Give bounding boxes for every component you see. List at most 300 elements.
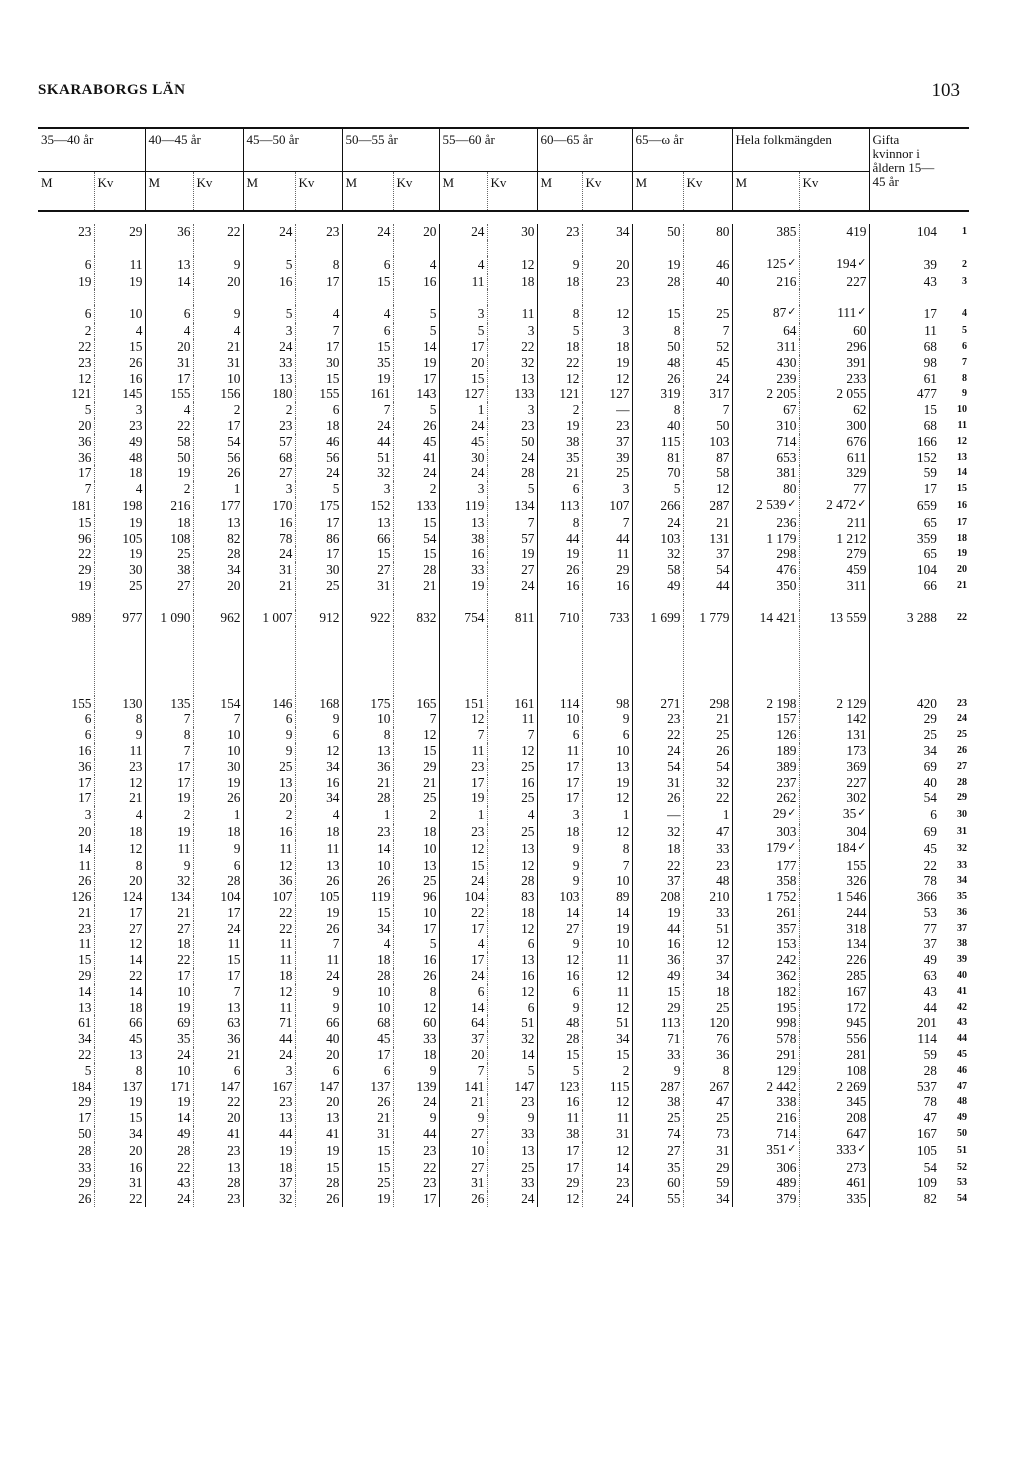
table-cell: 2 129 <box>799 696 869 712</box>
table-cell: 17 <box>537 775 582 791</box>
table-cell: 73 <box>683 1126 732 1142</box>
column-group-4: 50—55 år <box>342 128 439 172</box>
table-cell: 15 <box>393 546 439 562</box>
table-cell: 16 <box>393 952 439 968</box>
table-cell: 23 <box>94 759 145 775</box>
table-cell: 18 <box>393 1047 439 1063</box>
female-header-7: Kv <box>683 172 732 212</box>
table-cell: 47 <box>923 1110 937 1126</box>
table-cell: 6 <box>342 256 393 274</box>
table-cell: 15 <box>582 1047 632 1063</box>
table-cell: 32 <box>145 873 193 889</box>
table-cell: 15 <box>38 952 94 968</box>
table-cell: 6 <box>38 305 94 323</box>
table-cell: 58 <box>632 562 683 578</box>
row-number: 27 <box>957 760 967 772</box>
table-cell: 461 <box>799 1175 869 1191</box>
table-cell: 71 <box>632 1031 683 1047</box>
table-row <box>38 1094 969 1110</box>
table-cell: 25 <box>487 759 537 775</box>
table-cell: 96 <box>38 531 94 547</box>
table-cell: 20 <box>439 1047 487 1063</box>
table-cell: 302 <box>799 790 869 806</box>
table-row <box>38 968 969 984</box>
table-cell: 998 <box>732 1015 799 1031</box>
table-cell: 18 <box>193 824 243 840</box>
table-cell: 273 <box>799 1160 869 1176</box>
row-number: 41 <box>957 985 967 997</box>
table-cell: 51 <box>487 1015 537 1031</box>
table-cell: 23 <box>94 418 145 434</box>
table-cell: 63 <box>923 968 937 984</box>
table-cell: 26 <box>295 873 342 889</box>
table-cell: 22 <box>243 905 295 921</box>
table-cell: 40 <box>683 274 732 290</box>
row-number: 22 <box>957 611 967 623</box>
table-cell: 9 <box>487 1110 537 1126</box>
table-cell: 14 <box>145 274 193 290</box>
table-cell: 22 <box>145 418 193 434</box>
table-cell: 4 <box>342 305 393 323</box>
table-cell: 4 <box>393 256 439 274</box>
table-cell: 19 <box>487 546 537 562</box>
table-cell: 98 <box>923 354 937 370</box>
table-cell: 26 <box>342 873 393 889</box>
table-cell: 381 <box>732 465 799 481</box>
table-cell: 134 <box>799 936 869 952</box>
table-cell: 49 <box>145 1126 193 1142</box>
table-cell: 20 <box>145 339 193 355</box>
row-number: 9 <box>962 388 967 400</box>
table-cell: 5 <box>487 481 537 497</box>
table-cell: 9 <box>243 727 295 743</box>
table-cell: 1 <box>439 806 487 824</box>
table-cell: 30 <box>487 224 537 240</box>
table-cell: 52 <box>683 339 732 355</box>
row-number: 47 <box>957 1080 967 1092</box>
table-cell: 1 <box>582 806 632 824</box>
table-cell: 306 <box>732 1160 799 1176</box>
table-cell: 350 <box>732 578 799 594</box>
table-cell: 9 <box>193 256 243 274</box>
table-cell: 659 <box>916 497 937 513</box>
table-cell: 4 <box>295 305 342 323</box>
table-cell: 45 <box>683 355 732 371</box>
table-cell: 21 <box>393 578 439 594</box>
table-cell: 22 <box>632 858 683 874</box>
table-cell: 9 <box>94 727 145 743</box>
row-number: 40 <box>957 970 967 982</box>
table-cell: 2 <box>38 323 94 339</box>
table-cell: 54 <box>393 531 439 547</box>
table-cell: 16 <box>537 578 582 594</box>
table-cell: 22 <box>94 968 145 984</box>
table-cell: 9 <box>537 256 582 274</box>
table-cell: 4 <box>145 402 193 418</box>
table-cell: 227 <box>799 775 869 791</box>
table-cell: 177 <box>732 858 799 874</box>
table-cell: 14 <box>38 984 94 1000</box>
row-number: 17 <box>957 516 967 528</box>
table-cell: 476 <box>732 562 799 578</box>
table-cell: 11 <box>243 840 295 858</box>
column-group-6: 60—65 år <box>537 128 632 172</box>
table-cell: 19 <box>439 578 487 594</box>
table-cell: 8 <box>632 402 683 418</box>
table-cell: 19 <box>439 790 487 806</box>
table-cell: 68 <box>923 338 937 354</box>
table-cell: 81 <box>632 450 683 466</box>
table-cell: 69 <box>923 758 937 774</box>
table-cell: 50 <box>632 224 683 240</box>
table-cell: 9 <box>632 1063 683 1079</box>
table-cell: 6 <box>145 305 193 323</box>
table-cell: 103 <box>537 889 582 905</box>
table-cell: 20 <box>295 1047 342 1063</box>
table-cell: 303 <box>732 824 799 840</box>
table-row <box>38 806 969 824</box>
table-cell: 6 <box>342 1063 393 1079</box>
table-cell: 34 <box>683 1191 732 1207</box>
table-cell: 24 <box>243 546 295 562</box>
table-cell: 25 <box>683 727 732 743</box>
table-cell: 165 <box>393 696 439 712</box>
table-cell: 27 <box>145 578 193 594</box>
table-cell: 1 752 <box>732 889 799 905</box>
table-cell: 33 <box>439 562 487 578</box>
table-cell: 129 <box>732 1063 799 1079</box>
table-cell: 43 <box>923 983 937 999</box>
table-cell: 3 <box>94 402 145 418</box>
table-cell: 28 <box>193 1175 243 1191</box>
table-cell: 17 <box>923 481 937 497</box>
table-cell: 17 <box>537 759 582 775</box>
row-number: 4 <box>962 308 967 320</box>
table-cell: 3 <box>342 481 393 497</box>
table-cell: 17 <box>537 1160 582 1176</box>
table-cell: 832 <box>393 610 439 626</box>
row-number: 2 <box>962 258 967 270</box>
table-cell: 32 <box>683 775 732 791</box>
table-cell: 22 <box>145 952 193 968</box>
table-cell: 8 <box>632 323 683 339</box>
table-cell: 25 <box>342 1175 393 1191</box>
table-cell: 10 <box>342 984 393 1000</box>
check-mark-icon: ✓ <box>857 1142 867 1155</box>
table-cell: 4 <box>487 806 537 824</box>
check-mark-icon: ✓ <box>787 807 797 820</box>
table-cell: 16 <box>537 968 582 984</box>
table-cell: 28 <box>393 562 439 578</box>
table-cell: 27 <box>632 1142 683 1160</box>
table-cell: 194✓ <box>799 256 869 274</box>
row-number: 42 <box>957 1001 967 1013</box>
table-cell: 184✓ <box>799 840 869 858</box>
table-row <box>38 936 969 952</box>
table-cell: 68 <box>923 417 937 433</box>
male-header-8: M <box>732 172 799 212</box>
table-cell: 184 <box>38 1079 94 1095</box>
table-cell: 15 <box>632 984 683 1000</box>
table-cell: 26 <box>295 1191 342 1207</box>
table-cell: 86 <box>295 531 342 547</box>
table-cell: 2 <box>243 806 295 824</box>
table-cell: 11 <box>295 952 342 968</box>
table-cell: 21 <box>145 905 193 921</box>
table-cell: 912 <box>295 610 342 626</box>
table-cell: 29 <box>537 1175 582 1191</box>
table-cell: 17 <box>439 921 487 937</box>
table-cell: 14 <box>393 339 439 355</box>
table-cell: 4 <box>145 323 193 339</box>
table-cell: 19 <box>94 515 145 531</box>
check-mark-icon: ✓ <box>857 306 867 319</box>
column-group-2: 40—45 år <box>145 128 243 172</box>
table-cell: 44 <box>243 1031 295 1047</box>
table-cell: 189 <box>732 743 799 759</box>
table-cell: 18 <box>295 824 342 840</box>
table-row <box>38 790 969 806</box>
table-cell: 96 <box>393 889 439 905</box>
table-cell: 7 <box>38 481 94 497</box>
table-cell: 31 <box>193 355 243 371</box>
table-cell: 34 <box>582 224 632 240</box>
table-cell: 28 <box>342 968 393 984</box>
table-cell: 18 <box>632 840 683 858</box>
table-cell: 23 <box>537 224 582 240</box>
table-cell: 24 <box>439 873 487 889</box>
table-cell: 45 <box>439 434 487 450</box>
table-cell: 126 <box>732 727 799 743</box>
table-cell: 19 <box>145 1000 193 1016</box>
table-cell: 8 <box>295 256 342 274</box>
table-cell: 60 <box>632 1175 683 1191</box>
table-cell: 13 <box>94 1047 145 1063</box>
row-number: 3 <box>962 275 967 287</box>
table-cell: 56 <box>193 450 243 466</box>
table-cell: 1 546 <box>799 889 869 905</box>
table-cell: 125✓ <box>732 256 799 274</box>
table-cell: 58 <box>145 434 193 450</box>
table-cell: 17 <box>537 790 582 806</box>
table-cell: 2 269 <box>799 1079 869 1095</box>
table-cell: 5 <box>243 305 295 323</box>
row-number: 30 <box>957 809 967 821</box>
table-cell: 15 <box>94 339 145 355</box>
table-cell: 7 <box>683 323 732 339</box>
table-cell: 67 <box>732 402 799 418</box>
table-cell: 63 <box>193 1015 243 1031</box>
table-cell: 10 <box>342 858 393 874</box>
table-cell: 59 <box>683 1175 732 1191</box>
table-cell: 50 <box>632 339 683 355</box>
table-cell: 27 <box>439 1160 487 1176</box>
table-cell: 385 <box>732 224 799 240</box>
table-cell: 28 <box>295 1175 342 1191</box>
table-cell: 6 <box>582 727 632 743</box>
row-number: 33 <box>957 859 967 871</box>
table-cell: 366 <box>916 889 937 905</box>
table-cell: 578 <box>732 1031 799 1047</box>
table-cell: 7 <box>439 1063 487 1079</box>
table-cell: 26 <box>38 1191 94 1207</box>
table-cell: 17 <box>537 1142 582 1160</box>
table-cell: 23 <box>582 274 632 290</box>
table-cell: 54 <box>632 759 683 775</box>
table-cell: 9 <box>537 858 582 874</box>
table-cell: 45 <box>923 840 937 856</box>
table-cell: 16 <box>94 1160 145 1176</box>
table-cell: 430 <box>732 355 799 371</box>
table-cell: 8 <box>582 840 632 858</box>
table-cell: 38 <box>439 531 487 547</box>
table-cell: 7 <box>582 515 632 531</box>
row-number: 36 <box>957 906 967 918</box>
table-cell: 70 <box>632 465 683 481</box>
table-cell: 53 <box>923 904 937 920</box>
table-cell: 19 <box>145 790 193 806</box>
table-cell: 38 <box>537 434 582 450</box>
table-cell: 31 <box>439 1175 487 1191</box>
table-cell: 34 <box>923 742 937 758</box>
table-cell: 34 <box>38 1031 94 1047</box>
table-cell: 11 <box>582 546 632 562</box>
table-cell: 6 <box>487 936 537 952</box>
table-cell: 33 <box>632 1047 683 1063</box>
table-cell: 2 <box>393 806 439 824</box>
table-cell: 44 <box>582 531 632 547</box>
table-cell: 29✓ <box>732 806 799 824</box>
table-cell: 23 <box>632 711 683 727</box>
check-mark-icon: ✓ <box>857 497 867 510</box>
table-cell: 17 <box>145 371 193 387</box>
table-cell: 20 <box>38 418 94 434</box>
table-cell: 130 <box>94 696 145 712</box>
table-cell: 23 <box>487 418 537 434</box>
table-cell: 104 <box>916 562 937 578</box>
table-cell: 19 <box>295 1142 342 1160</box>
table-cell: 12 <box>582 824 632 840</box>
table-row <box>38 224 969 240</box>
table-cell: 19 <box>342 371 393 387</box>
table-cell: 22 <box>38 1047 94 1063</box>
table-cell: 21 <box>393 775 439 791</box>
table-cell: 237 <box>732 775 799 791</box>
table-cell: 131 <box>683 531 732 547</box>
table-cell: 34 <box>683 968 732 984</box>
table-cell: 6 <box>295 402 342 418</box>
table-cell: 236 <box>732 515 799 531</box>
table-cell: 12 <box>537 371 582 387</box>
table-cell: 44 <box>632 921 683 937</box>
table-cell: 15 <box>393 515 439 531</box>
table-cell: 300 <box>799 418 869 434</box>
male-header-1: M <box>38 172 94 212</box>
table-row <box>38 1031 969 1047</box>
table-row <box>38 465 969 481</box>
table-cell: 3 <box>439 481 487 497</box>
table-cell: 17 <box>342 1047 393 1063</box>
table-cell: 31 <box>342 1126 393 1142</box>
table-cell: 12 <box>439 711 487 727</box>
table-cell: 34 <box>193 562 243 578</box>
table-cell: 22 <box>683 790 732 806</box>
table-row <box>38 402 969 418</box>
table-cell: 20 <box>38 824 94 840</box>
table-cell: 24 <box>439 968 487 984</box>
table-row <box>38 339 969 355</box>
table-cell: 7 <box>393 711 439 727</box>
check-mark-icon: ✓ <box>787 256 797 269</box>
table-cell: 173 <box>799 743 869 759</box>
table-cell: 3 <box>243 1063 295 1079</box>
row-number: 54 <box>957 1193 967 1205</box>
table-cell: 9 <box>537 1000 582 1016</box>
table-cell: 12 <box>295 743 342 759</box>
table-cell: 50 <box>38 1126 94 1142</box>
table-cell: 13 <box>487 840 537 858</box>
table-cell: 23 <box>243 418 295 434</box>
table-cell: 23 <box>342 824 393 840</box>
table-cell: 15 <box>342 274 393 290</box>
table-cell: 9 <box>393 1063 439 1079</box>
table-cell: 9 <box>439 1110 487 1126</box>
row-number: 28 <box>957 776 967 788</box>
table-cell: 17 <box>295 546 342 562</box>
table-cell: 1 779 <box>683 610 732 626</box>
table-cell: 1 699 <box>632 610 683 626</box>
table-cell: 34 <box>342 921 393 937</box>
table-cell: 25 <box>295 578 342 594</box>
table-cell: 17 <box>193 418 243 434</box>
table-cell: 15 <box>439 371 487 387</box>
table-cell: 25 <box>94 578 145 594</box>
table-cell: 27 <box>243 465 295 481</box>
table-cell: 44 <box>342 434 393 450</box>
table-cell: 66 <box>342 531 393 547</box>
table-cell: 261 <box>732 905 799 921</box>
table-cell: 22 <box>632 727 683 743</box>
table-cell: 161 <box>342 386 393 402</box>
table-cell: 5 <box>393 936 439 952</box>
table-row <box>38 1079 969 1095</box>
table-cell: 18 <box>145 515 193 531</box>
table-cell: 45 <box>94 1031 145 1047</box>
table-row <box>38 1000 969 1016</box>
check-mark-icon: ✓ <box>787 840 797 853</box>
table-cell: 4 <box>439 256 487 274</box>
table-cell: 6 <box>38 727 94 743</box>
table-cell: 20 <box>193 274 243 290</box>
table-cell: 10 <box>193 371 243 387</box>
table-cell: 24 <box>145 1047 193 1063</box>
table-cell: 49 <box>632 968 683 984</box>
table-row <box>38 743 969 759</box>
table-cell: 22 <box>537 355 582 371</box>
table-cell: 9 <box>537 936 582 952</box>
table-cell: 285 <box>799 968 869 984</box>
row-number: 50 <box>957 1128 967 1140</box>
table-cell: 12 <box>393 727 439 743</box>
table-cell: 12 <box>582 790 632 806</box>
table-cell: 9 <box>193 305 243 323</box>
table-cell: 24 <box>393 465 439 481</box>
table-cell: 210 <box>683 889 732 905</box>
table-cell: 26 <box>393 418 439 434</box>
table-cell: 477 <box>916 386 937 402</box>
table-cell: 7 <box>193 984 243 1000</box>
table-cell: 7 <box>439 727 487 743</box>
